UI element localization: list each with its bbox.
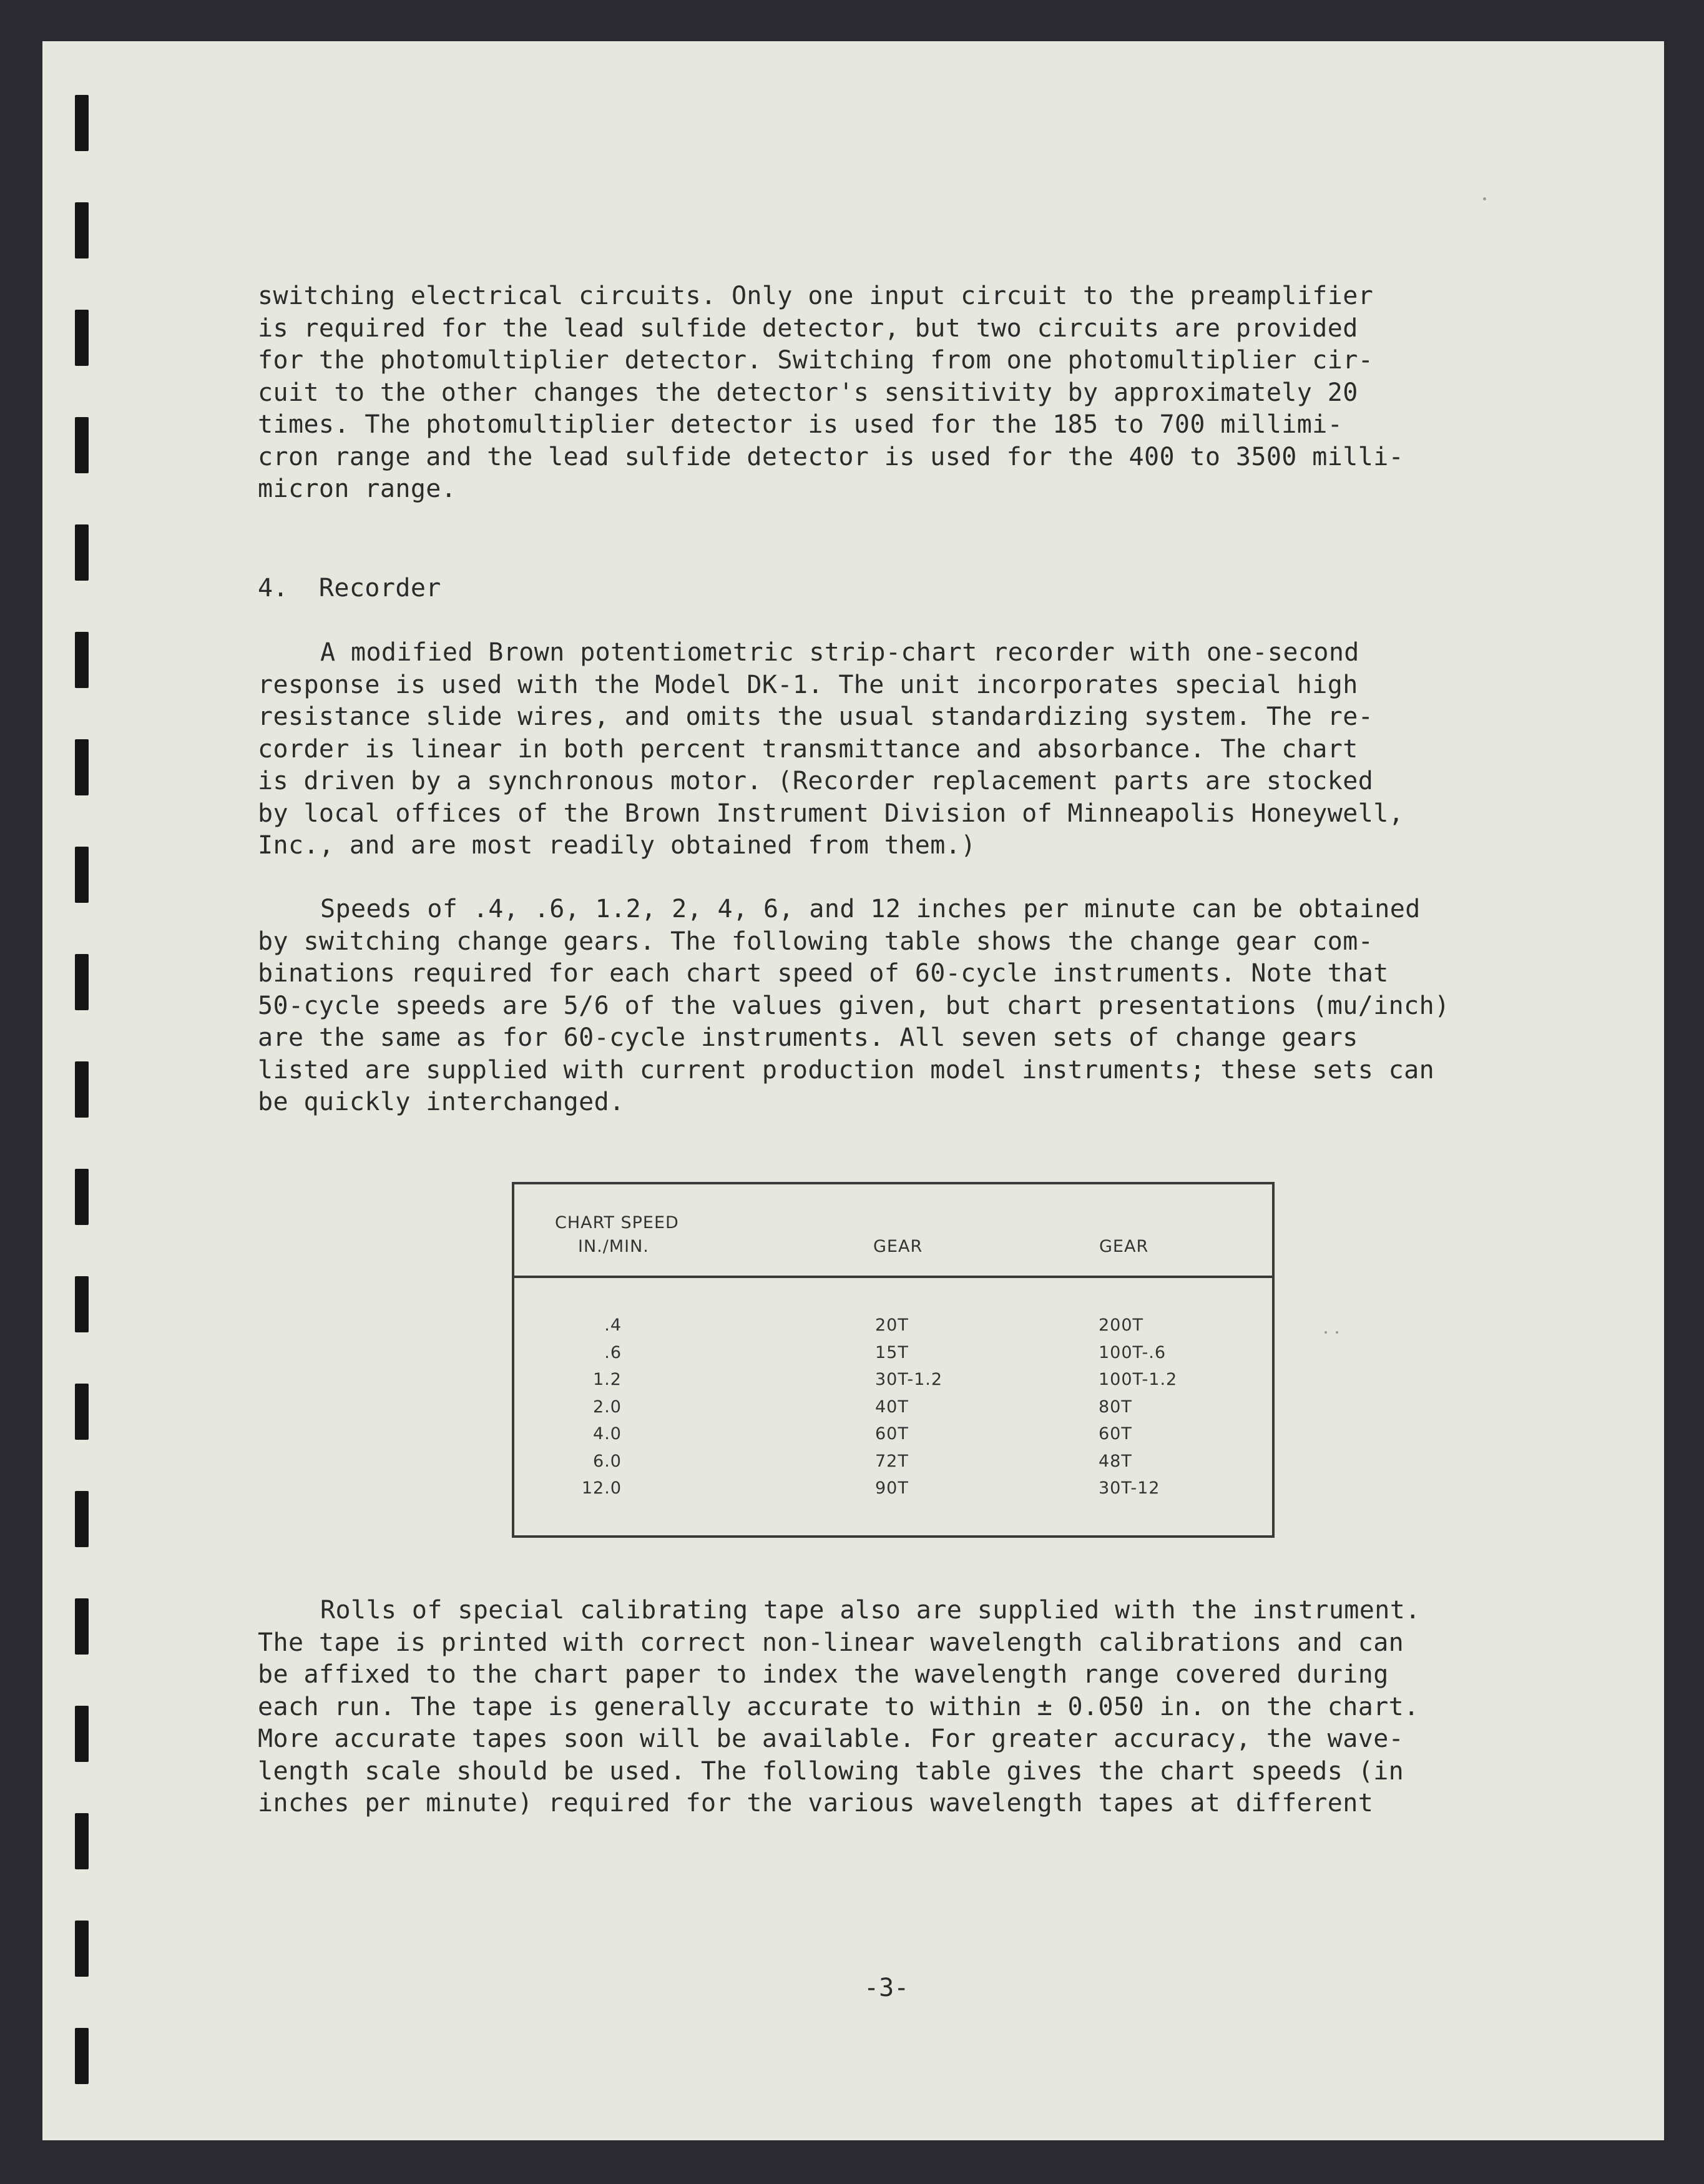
tape-paragraph bbox=[258, 1595, 1556, 1820]
binding-hole bbox=[75, 1706, 89, 1762]
cell-gear: 80T bbox=[1099, 1397, 1132, 1417]
cell-gear: 100T-1.2 bbox=[1099, 1370, 1178, 1389]
binding-hole bbox=[75, 1169, 89, 1225]
text-line: resistance slide wires, and omits the usual standardizing system. The re- bbox=[258, 702, 1374, 731]
text-line: times. The photomultiplier detector is used for the 185 to 700 millimi- bbox=[258, 410, 1343, 439]
paper-speck bbox=[1325, 1331, 1327, 1334]
cell-speed: .4 bbox=[604, 1316, 622, 1335]
text-line: listed are supplied with current production model instruments; these sets can bbox=[258, 1055, 1435, 1085]
binding-hole bbox=[75, 417, 89, 473]
text-line: length scale should be used. The following table gives the chart speeds (in bbox=[258, 1756, 1404, 1786]
table-header-divider bbox=[514, 1276, 1272, 1278]
binding-hole bbox=[75, 1491, 89, 1547]
text-line: A modified Brown potentiometric strip-chart recorder with one-second bbox=[320, 638, 1359, 667]
binding-hole bbox=[75, 1813, 89, 1869]
table-row bbox=[514, 1370, 1272, 1397]
text-line: is driven by a synchronous motor. (Recorder replacement parts are stocked bbox=[258, 767, 1374, 795]
table-header-gear: GEAR bbox=[873, 1237, 923, 1256]
text-line: for the photomultiplier detector. Switching from one photomultiplier cir- bbox=[258, 346, 1374, 375]
text-line: Rolls of special calibrating tape also are supplied with the instrument. bbox=[320, 1596, 1421, 1625]
binding-hole bbox=[75, 1276, 89, 1332]
text-line: The tape is printed with correct non-linear wavelength calibrations and can bbox=[258, 1628, 1404, 1657]
cell-speed: 6.0 bbox=[593, 1451, 622, 1471]
table-row bbox=[514, 1397, 1272, 1425]
text-line: cron range and the lead sulfide detector is used for the 400 to 3500 milli- bbox=[258, 442, 1404, 471]
cell-gear: 200T bbox=[1099, 1316, 1144, 1335]
cell-gear: 60T bbox=[1099, 1424, 1132, 1444]
table-row bbox=[514, 1478, 1272, 1506]
cell-speed: .6 bbox=[604, 1342, 622, 1362]
table-header-units: IN./MIN. bbox=[578, 1237, 649, 1256]
section-heading bbox=[258, 573, 1556, 605]
binding-hole bbox=[75, 739, 89, 795]
text-line: cuit to the other changes the detector's sensitivity by approximately 20 bbox=[258, 378, 1358, 407]
table-body bbox=[514, 1316, 1272, 1506]
cell-gear: 40T bbox=[875, 1397, 909, 1417]
cell-gear: 100T-.6 bbox=[1099, 1342, 1167, 1362]
binding-hole bbox=[75, 202, 89, 258]
cell-gear: 90T bbox=[875, 1478, 909, 1498]
text-line: each run. The tape is generally accurate to within ± 0.050 in. on the chart. bbox=[258, 1692, 1419, 1721]
speeds-paragraph bbox=[258, 893, 1556, 1119]
text-line: be quickly interchanged. bbox=[258, 1088, 625, 1116]
cell-speed: 2.0 bbox=[593, 1397, 622, 1417]
binding-hole bbox=[75, 1384, 89, 1440]
table-row bbox=[514, 1316, 1272, 1343]
text-line: by switching change gears. The following table shows the change gear com- bbox=[258, 927, 1374, 956]
text-line: inches per minute) required for the various wavelength tapes at different bbox=[258, 1789, 1374, 1818]
text-line: are the same as for 60-cycle instruments. All seven sets of change gears bbox=[258, 1023, 1358, 1052]
text-line: by local offices of the Brown Instrument Division of Minneapolis Honeywell, bbox=[258, 799, 1404, 828]
cell-speed: 12.0 bbox=[581, 1478, 622, 1498]
switching-paragraph bbox=[258, 280, 1556, 506]
cell-gear: 48T bbox=[1099, 1451, 1132, 1471]
cell-gear: 15T bbox=[875, 1342, 909, 1362]
binding-hole bbox=[75, 95, 89, 151]
gear-table bbox=[512, 1182, 1275, 1538]
cell-gear: 30T-1.2 bbox=[875, 1370, 943, 1389]
cell-speed: 4.0 bbox=[593, 1424, 622, 1444]
binding-hole bbox=[75, 847, 89, 903]
text-line: be affixed to the chart paper to index the wavelength range covered during bbox=[258, 1660, 1389, 1689]
recorder-paragraph bbox=[258, 637, 1556, 862]
table-header-chart-speed: CHART SPEED bbox=[555, 1213, 679, 1232]
text-line: switching electrical circuits. Only one input circuit to the preamplifier bbox=[258, 282, 1374, 310]
cell-speed: 1.2 bbox=[593, 1370, 622, 1389]
text-line: micron range. bbox=[258, 475, 457, 503]
text-line: binations required for each chart speed of 60-cycle instruments. Note that bbox=[258, 959, 1389, 988]
text-line: Speeds of .4, .6, 1.2, 2, 4, 6, and 12 inches per minute can be obtained bbox=[320, 895, 1421, 923]
text-line: More accurate tapes soon will be available. For greater accuracy, the wave- bbox=[258, 1724, 1404, 1753]
binding-hole bbox=[75, 1061, 89, 1118]
table-row bbox=[514, 1343, 1272, 1370]
paper-speck bbox=[1483, 197, 1486, 200]
cell-gear: 72T bbox=[875, 1451, 909, 1471]
page-number: -3- bbox=[864, 1974, 909, 2002]
paper-speck bbox=[1336, 1331, 1338, 1334]
document-page bbox=[42, 41, 1664, 2140]
text-line: 50-cycle speeds are 5/6 of the values given, but chart presentations (mu/inch) bbox=[258, 991, 1450, 1020]
binding-hole bbox=[75, 310, 89, 366]
cell-gear: 20T bbox=[875, 1316, 909, 1335]
text-line: corder is linear in both percent transmittance and absorbance. The chart bbox=[258, 734, 1358, 764]
table-row bbox=[514, 1424, 1272, 1452]
cell-gear: 60T bbox=[875, 1424, 909, 1444]
binding-hole bbox=[75, 954, 89, 1010]
table-row bbox=[514, 1452, 1272, 1479]
binding-hole bbox=[75, 632, 89, 688]
table-header-gear: GEAR bbox=[1099, 1237, 1149, 1256]
binding-hole bbox=[75, 1598, 89, 1655]
binding-hole bbox=[75, 1921, 89, 1977]
text-line: Inc., and are most readily obtained from them.) bbox=[258, 831, 976, 860]
text-line: response is used with the Model DK-1. The unit incorporates special high bbox=[258, 670, 1358, 699]
text-line: is required for the lead sulfide detector, but two circuits are provided bbox=[258, 313, 1358, 343]
binding-hole bbox=[75, 2028, 89, 2084]
cell-gear: 30T-12 bbox=[1099, 1478, 1160, 1498]
binding-hole bbox=[75, 524, 89, 581]
section-heading-text: 4. Recorder bbox=[258, 574, 441, 603]
